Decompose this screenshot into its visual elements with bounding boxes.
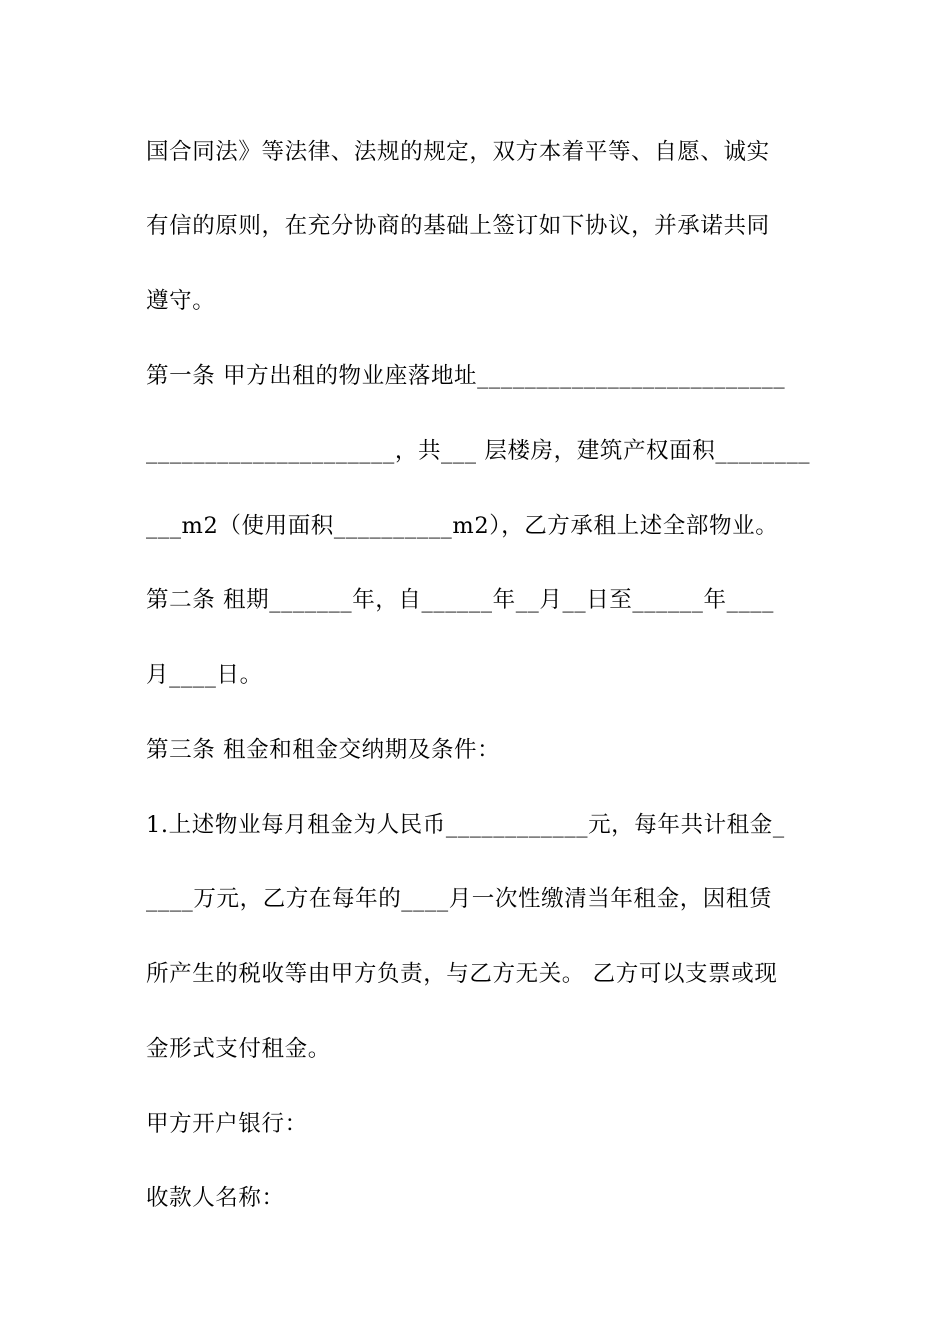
bank-label: 甲方开户银行：: [146, 1111, 308, 1137]
text-line: 月____日。: [146, 662, 263, 688]
payee-label: 收款人名称：: [146, 1185, 285, 1211]
text-line: ____万元，乙方在每年的____月一次性缴清当年租金，因租赁: [146, 886, 773, 912]
article-3-line: 第三条 租金和租金交纳期及条件：: [146, 737, 501, 763]
clause-1-line: 1.上述物业每月租金为人民币____________元，每年共计租金_: [146, 812, 785, 838]
text-line: 国合同法》等法律、法规的规定，双方本着平等、自愿、诚实: [146, 139, 770, 165]
text-line: _____________________，共___ 层楼房，建筑产权面积________: [146, 438, 811, 464]
text-line: 有信的原则，在充分协商的基础上签订如下协议，并承诺共同: [146, 213, 770, 239]
text-line: 遵守。: [146, 288, 216, 314]
text-line: 所产生的税收等由甲方负责，与乙方无关。 乙方可以支票或现: [146, 961, 778, 987]
text-line: 金形式支付租金。: [146, 1036, 331, 1062]
article-1-line: 第一条 甲方出租的物业座落地址__________________________: [146, 363, 786, 389]
text-line: ___m2（使用面积__________m2），乙方承租上述全部物业。: [146, 513, 779, 539]
article-2-line: 第二条 租期_______年，自______年__月__日至______年____: [146, 587, 775, 613]
